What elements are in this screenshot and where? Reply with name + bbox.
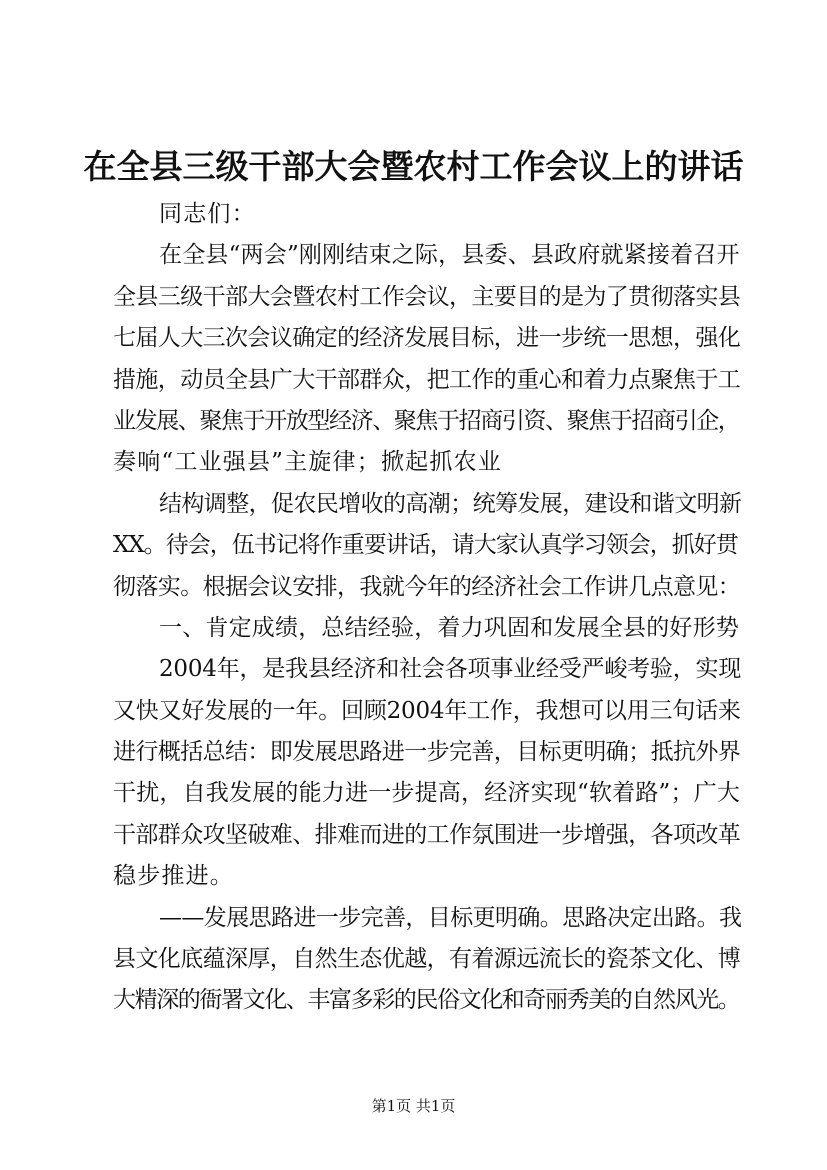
document-body xyxy=(113,194,741,1022)
body-line: 奏响“工业强县”主旋律；掀起抓农业 xyxy=(113,449,502,476)
body-line: 结构调整，促农民增收的高潮；统筹发展，建设和谐文明新 xyxy=(159,490,742,517)
document-title: 在全县三级干部大会暨农村工作会议上的讲话 xyxy=(83,147,744,186)
body-line: 2004年，是我县经济和社会各项事业经受严峻考验，实现 xyxy=(159,656,742,683)
body-line: 措施，动员全县广大干部群众，把工作的重心和着力点聚焦于工 xyxy=(113,366,741,393)
body-line: 全县三级干部大会暨农村工作会议，主要目的是为了贯彻落实县 xyxy=(113,283,741,310)
body-line: 干扰，自我发展的能力进一步提高，经济实现“软着路”；广大 xyxy=(113,780,741,807)
body-line: 进行概括总结：即发展思路进一步完善，目标更明确；抵抗外界 xyxy=(113,739,741,766)
body-line: XX。待会，伍书记将作重要讲话，请大家认真学习领会，抓好贯 xyxy=(113,532,738,559)
page-footer: 第1页 共1页 xyxy=(371,1097,456,1115)
body-line: 县文化底蕴深厚，自然生态优越，有着源远流长的瓷茶文化、博 xyxy=(113,946,741,973)
body-line: 一、肯定成绩，总结经验，着力巩固和发展全县的好形势 xyxy=(159,614,739,641)
body-line: 在全县“两会”刚刚结束之际，县委、县政府就紧接着召开 xyxy=(159,242,740,269)
body-line: 彻落实。根据会议安排，我就今年的经济社会工作讲几点意见： xyxy=(113,573,741,600)
body-line: 干部群众攻坚破难、排难而进的工作氛围进一步增强，各项改革 xyxy=(113,821,741,848)
body-line: 大精深的衙署文化、丰富多彩的民俗文化和奇丽秀美的自然风光。 xyxy=(113,987,740,1014)
body-line: 业发展、聚焦于开放型经济、聚焦于招商引资、聚焦于招商引企， xyxy=(113,407,740,434)
body-line: ——发展思路进一步完善，目标更明确。思路决定出路。我 xyxy=(159,904,742,931)
body-line: 同志们： xyxy=(159,201,256,227)
body-line: 又快又好发展的一年。回顾2004年工作，我想可以用三句话来 xyxy=(113,697,741,724)
body-line: 稳步推进。 xyxy=(113,863,234,890)
body-line: 七届人大三次会议确定的经济发展目标，进一步统一思想，强化 xyxy=(113,325,741,352)
